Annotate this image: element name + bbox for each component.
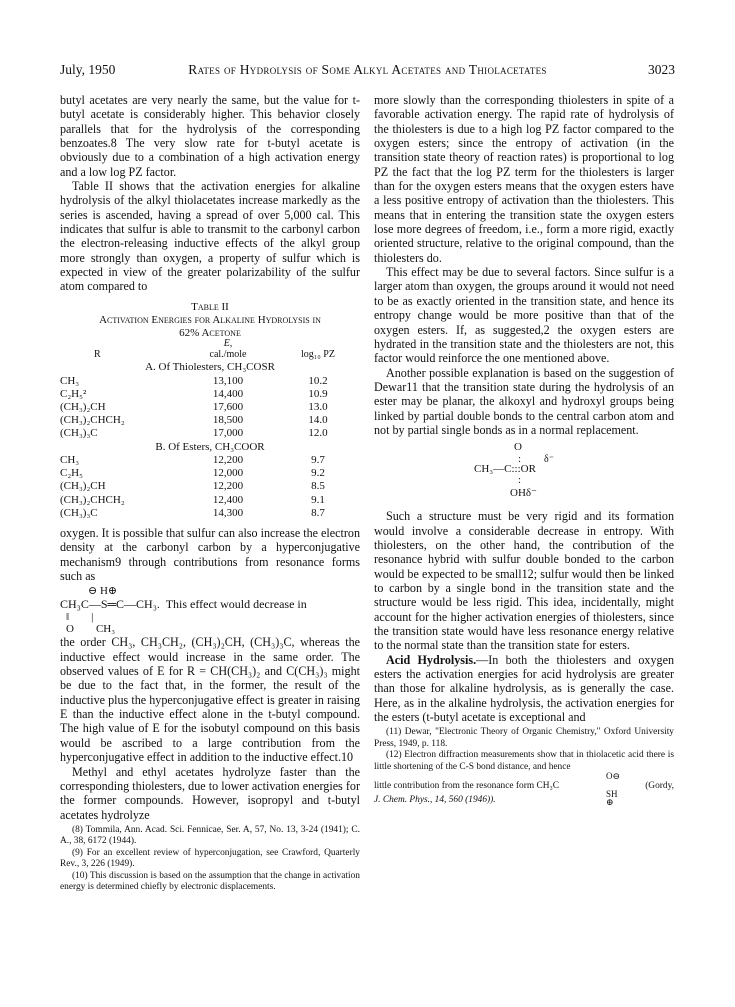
footnote-text: little contribution from the resonance form CH₃C (374, 781, 559, 792)
data-table (60, 337, 360, 520)
footnotes (374, 727, 674, 809)
transition-state-structure (374, 441, 674, 503)
footnote-formula (374, 771, 674, 800)
table-row (60, 401, 360, 414)
cell-e: 12,000 (212, 467, 244, 480)
table-section-b: B. Of Esters, CH₃COOR (155, 440, 265, 453)
right-column (374, 93, 674, 809)
cell-pz: 9.7 (311, 454, 325, 467)
structure-bond: : (518, 453, 522, 466)
paragraph: butyl acetates are very nearly the same, but the value for t-butyl acetate is considerably higher. This behavior closely parallels that for the hydrolysis of the corresponding benzoates.8 The very slow rate for t-butyl acetate is obviously due to a combination of a high activation energy and a low log PZ factor. (60, 93, 360, 179)
header-date: July, 1950 (60, 62, 116, 77)
col-header-pz: log₁₀ PZ (301, 348, 335, 360)
cell-r: C₂H₅ (60, 467, 83, 480)
structure-bond: : (518, 474, 522, 487)
left-column (60, 93, 360, 894)
cell-pz: 13.0 (308, 400, 328, 413)
col-header-units: cal./mole (209, 348, 247, 360)
running-header (60, 62, 675, 80)
cell-r: (CH₃)₂CH (60, 400, 106, 413)
footnote-oxygen: O⊖ (606, 771, 621, 782)
paragraph: Such a structure must be very rigid and its formation would involve a considerable decrease in entropy. With thiolesters, on the other hand, the contribution of the resonance hybrid with sulfur double bonded to the carbon would be expected to be small12; sulfur would then be linked to carbon by a single bond in the transition state and the structure would be less rigid. This idea, incidentally, might account for the higher activation energies of thiolesters, since the transition state would have less resonance energy relative to the normal state than the transition state for esters. (374, 509, 674, 653)
footnote-text: J. Chem. Phys., 14, 560 (1946)). (374, 795, 496, 806)
table-row (60, 494, 360, 507)
header-title: Rates of Hydrolysis of Some Alkyl Acetates and Thiolacetates (188, 62, 547, 77)
cell-e: 18,500 (212, 414, 244, 427)
resonance-charges: ⊖ H⊕ (88, 585, 118, 598)
col-header-r: R (94, 348, 101, 360)
paragraph: more slowly than the corresponding thiolesters in spite of a favorable activation energy. The rapid rate of hydrolysis of the thiolesters is due to a high log PZ factor compared to the oxygen esters; since the entropy of activation (in the transition state theory of reaction rates) is proportional to log PZ the fact that the log PZ term for the thiolesters is larger than for the oxygen esters means that the oxygen esters have a less positive entropy of activation than the thiolesters. This means that in entering the transition state the oxygen esters lose more degrees of freedom, i.e., form a more rigid, exactly oriented structure, relative to the original compound, than the thiolesters do. (374, 93, 674, 265)
table-row (60, 388, 360, 401)
section-heading: Acid Hydrolysis. (386, 652, 477, 667)
table-row (60, 480, 360, 493)
paragraph: Table II shows that the activation energies for alkaline hydrolysis of the alkyl thiolacetates increase markedly as the series is ascended, having a spread of over 5,000 cal. This indicates that sulfur is able to transmit to the carbonyl carbon the electron-releasing inductive effects of the alkyl group more strongly than oxygen, a property of sulfur which is expected in view of the greater polarizability of the sulfur atom compared to (60, 179, 360, 294)
footnote: (8) Tommila, Ann. Acad. Sci. Fennicae, Ser. A, 57, No. 13, 3-24 (1941); C. A., 38, 6172 (1944). (60, 824, 360, 847)
cell-e: 12,400 (212, 493, 244, 506)
paragraph: Another possible explanation is based on the suggestion of Dewar11 that the transition state during the hydrolysis of an ester may be planar, the alkoxyl and hydroxyl groups being linked by partial double bonds to the central carbon atom and not by partial single bonds as in a normal replacement. (374, 365, 674, 437)
resonance-bonds: ‖ | (66, 611, 94, 624)
footnote-sh: SH (606, 789, 618, 800)
footnote-plus: ⊕ (606, 797, 614, 808)
cell-e: 17,000 (212, 427, 244, 440)
cell-pz: 10.2 (308, 374, 328, 387)
paragraph: the order CH₃, CH₃CH₂, (CH₃)₂CH, (CH₃)₃C, whereas the inductive effect would increase in the same order. The observed values of E for R = CH(CH₃)₂ and C(CH₃)₃ might be due to the fact that, in the former, the result of the inductive plus the hyperconjugative effect is greater in raising E than the inductive effect alone in the t-butyl compound. The high value of E for the isobutyl compound on this basis would be ascribed to a large contribution from the hyperconjugative effect in addition to the inductive effect.10 (60, 635, 360, 765)
cell-e: 17,600 (212, 400, 244, 413)
cell-pz: 9.2 (311, 467, 325, 480)
table-row (60, 507, 360, 520)
table-caption-2: 62% Acetone (179, 326, 241, 339)
cell-e: 14,300 (212, 506, 244, 519)
table-row (60, 454, 360, 467)
paragraph: oxygen. It is possible that sulfur can also increase the electron density at the carbonyl carbon by a hyperconjugative mechanism9 through contributions from resonance forms such as (60, 526, 360, 584)
cell-e: 12,200 (212, 454, 244, 467)
cell-r: (CH₃)₃C (60, 427, 98, 440)
cell-pz: 14.0 (308, 414, 328, 427)
footnote: (10) This discussion is based on the assumption that the change in activation energy is determined chiefly by electronic displacements. (60, 870, 360, 893)
col-header-e: E, (223, 337, 233, 349)
cell-r: C₂H₅² (60, 387, 87, 400)
structure-oxygen: O (514, 441, 522, 454)
cell-pz: 8.5 (311, 480, 325, 493)
table-header-row (60, 348, 360, 361)
resonance-formula: CH₃C—S═C—CH₃. (60, 597, 160, 612)
page-number: 3023 (648, 62, 675, 77)
table-row (60, 427, 360, 440)
footnote-text: (Gordy, (645, 781, 674, 792)
footnote: (11) Dewar, "Electronic Theory of Organic Chemistry," Oxford University Press, 1949, p. 118. (374, 727, 674, 749)
table-row (60, 467, 360, 480)
cell-pz: 9.1 (311, 493, 325, 506)
cell-r: CH₃ (60, 454, 80, 467)
table-title: Table II (191, 300, 229, 313)
cell-e: 12,200 (212, 480, 244, 493)
resonance-bottom: O CH₃ (66, 623, 116, 636)
cell-e: 14,400 (212, 387, 244, 400)
table-section-a: A. Of Thiolesters, CH₃COSR (145, 361, 275, 374)
cell-r: (CH₃)₂CHCH₂ (60, 493, 125, 506)
paragraph-text: —In both the thiolesters and oxygen esters the activation energies for acid hydrolysis are greater than those for alkaline hydrolysis, as is generally the case. Here, as in the alkaline hydrolysis, the activation energies for the esters (t-butyl acetate is exceptional and (374, 652, 674, 725)
structure-bottom: OHδ⁻ (510, 487, 537, 500)
table-caption: Activation Energies for Alkaline Hydrolysis in (99, 313, 321, 326)
table-ii (60, 300, 360, 520)
resonance-structure (60, 585, 360, 635)
table-header-row (60, 340, 360, 348)
footnote: (9) For an excellent review of hyperconjugation, see Crawford, Quarterly Rev., 3, 226 (1949). (60, 847, 360, 870)
cell-r: (CH₃)₂CH (60, 480, 106, 493)
cell-pz: 8.7 (311, 506, 325, 519)
paragraph: This effect may be due to several factors. Since sulfur is a larger atom than oxygen, the groups around it would not need to be as exactly oriented in the transition state, and hence its entropy change would be more positive than that of the oxygen esters. If, as suggested,2 the oxygen esters are hydrated in the transition state and the thiolesters are not, this factor would reinforce the one mentioned above. (374, 265, 674, 366)
structure-formula: CH₃—C:::OR (474, 463, 536, 476)
footnote-end (374, 795, 674, 809)
table-row (60, 375, 360, 388)
cell-r: (CH₃)₃C (60, 506, 98, 519)
cell-pz: 10.9 (308, 387, 328, 400)
footnotes (60, 825, 360, 894)
paragraph: Methyl and ethyl acetates hydrolyze faster than the corresponding thiolesters, due to lower activation energies for the former compounds. However, isopropyl and t-butyl acetates hydrolyze (60, 764, 360, 822)
cell-e: 13,100 (212, 374, 244, 387)
paragraph (374, 653, 674, 725)
cell-r: (CH₃)₂CHCH₂ (60, 414, 125, 427)
table-row (60, 414, 360, 427)
cell-pz: 12.0 (308, 427, 328, 440)
structure-delta: δ⁻ (544, 454, 554, 466)
footnote: (12) Electron diffraction measurements show that in thiolacetic acid there is little shortening of the C-S bond distance, and hence (374, 750, 674, 772)
resonance-tail: This effect would decrease in (165, 597, 307, 612)
cell-r: CH₃ (60, 374, 80, 387)
